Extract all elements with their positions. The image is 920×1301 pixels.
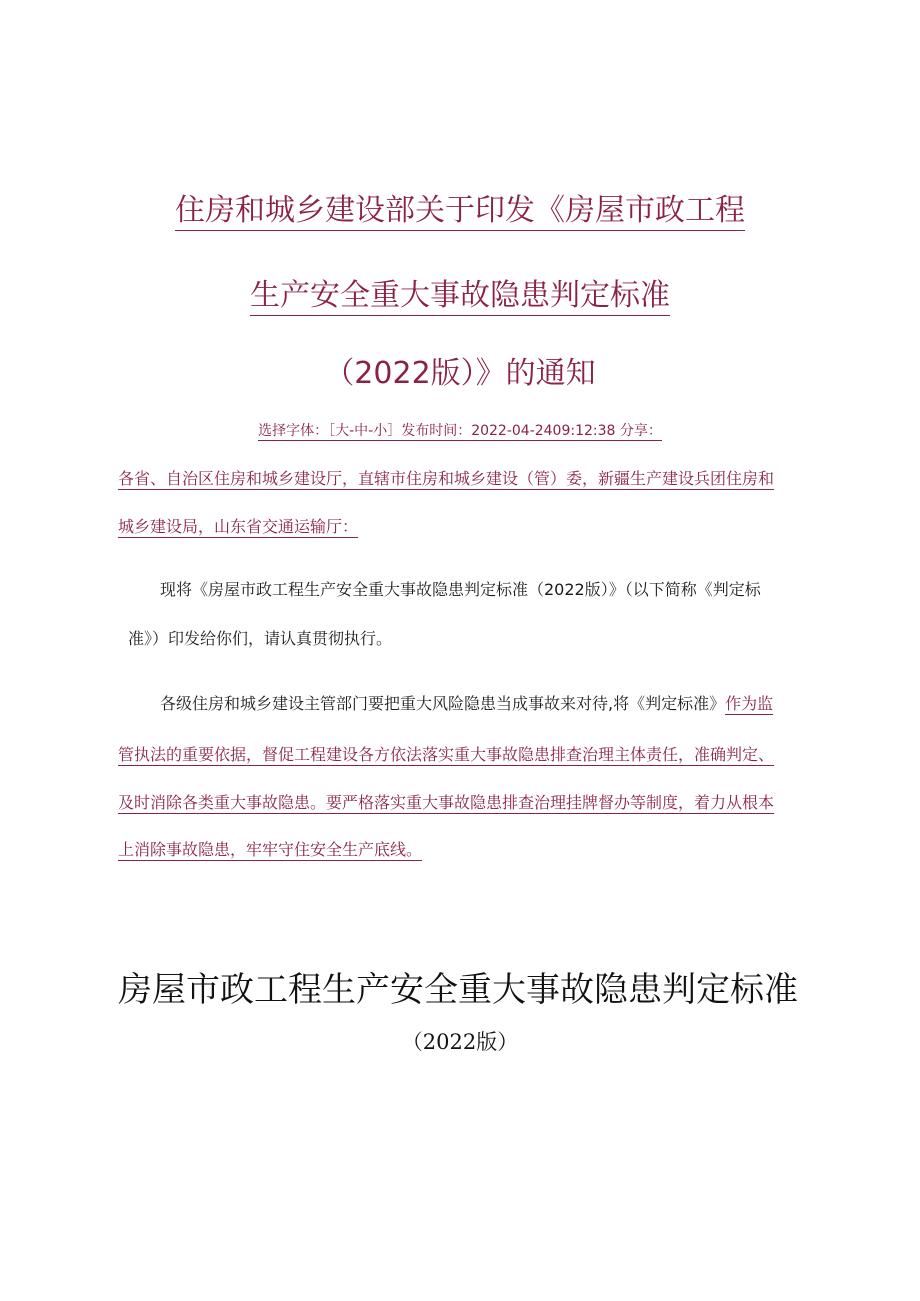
notice-title-text-1: 住房和城乡建设部关于印发《房屋市政工程 [175, 193, 745, 231]
paragraph-2-line-1-red: 作为监 [725, 694, 774, 713]
standard-version: （2022版） [401, 1030, 519, 1054]
paragraph-1-line-1: 现将《房屋市政工程生产安全重大事故隐患判定标准（2022版）》（以下简称《判定标 [160, 580, 761, 599]
notice-title-line-1 [0, 191, 920, 231]
paragraph-2-text-2: 管执法的重要依据，督促工程建设各方依法落实重大事故隐患排查治理主体责任，准确判定、 [118, 745, 775, 764]
paragraph-2-text-4: 上消除事故隐患，牢牢守住安全生产底线。 [118, 840, 423, 859]
paragraph-2-line-1 [160, 692, 773, 716]
paragraph-1-line-2: 准》）印发给你们，请认真贯彻执行。 [128, 629, 393, 648]
notice-title-line-2 [0, 276, 920, 316]
paragraph-2-line-4 [118, 838, 422, 862]
publish-meta-text: 选择字体：［大-中-小］发布时间：2022-04-2409:12:38 分享： [258, 423, 662, 439]
notice-title-line-3 [0, 354, 920, 394]
paragraph-2-line-3 [118, 791, 774, 815]
paragraph-2-line-2 [118, 743, 774, 767]
notice-title-text-2: 生产安全重大事故隐患判定标准 [250, 278, 670, 316]
paragraph-2-text-3: 及时消除各类重大事故隐患。要严格落实重大事故隐患排查治理挂牌督办等制度，着力从根本 [118, 793, 775, 812]
paragraph-2-line-1-black: 各级住房和城乡建设主管部门要把重大风险隐患当成事故来对待,将《判定标准》 [160, 694, 726, 713]
notice-title-text-3: （2022版）》的通知 [324, 356, 596, 391]
addressee-text-1: 各省、自治区住房和城乡建设厅，直辖市住房和城乡建设（管）委，新疆生产建设兵团住房和 [118, 469, 775, 488]
addressee-line-2 [118, 515, 358, 539]
standard-title: 房屋市政工程生产安全重大事故隐患判定标准 [118, 970, 798, 1010]
addressee-line-1 [118, 467, 774, 491]
publish-meta [0, 420, 920, 440]
addressee-text-2: 城乡建设局，山东省交通运输厅： [118, 517, 359, 536]
